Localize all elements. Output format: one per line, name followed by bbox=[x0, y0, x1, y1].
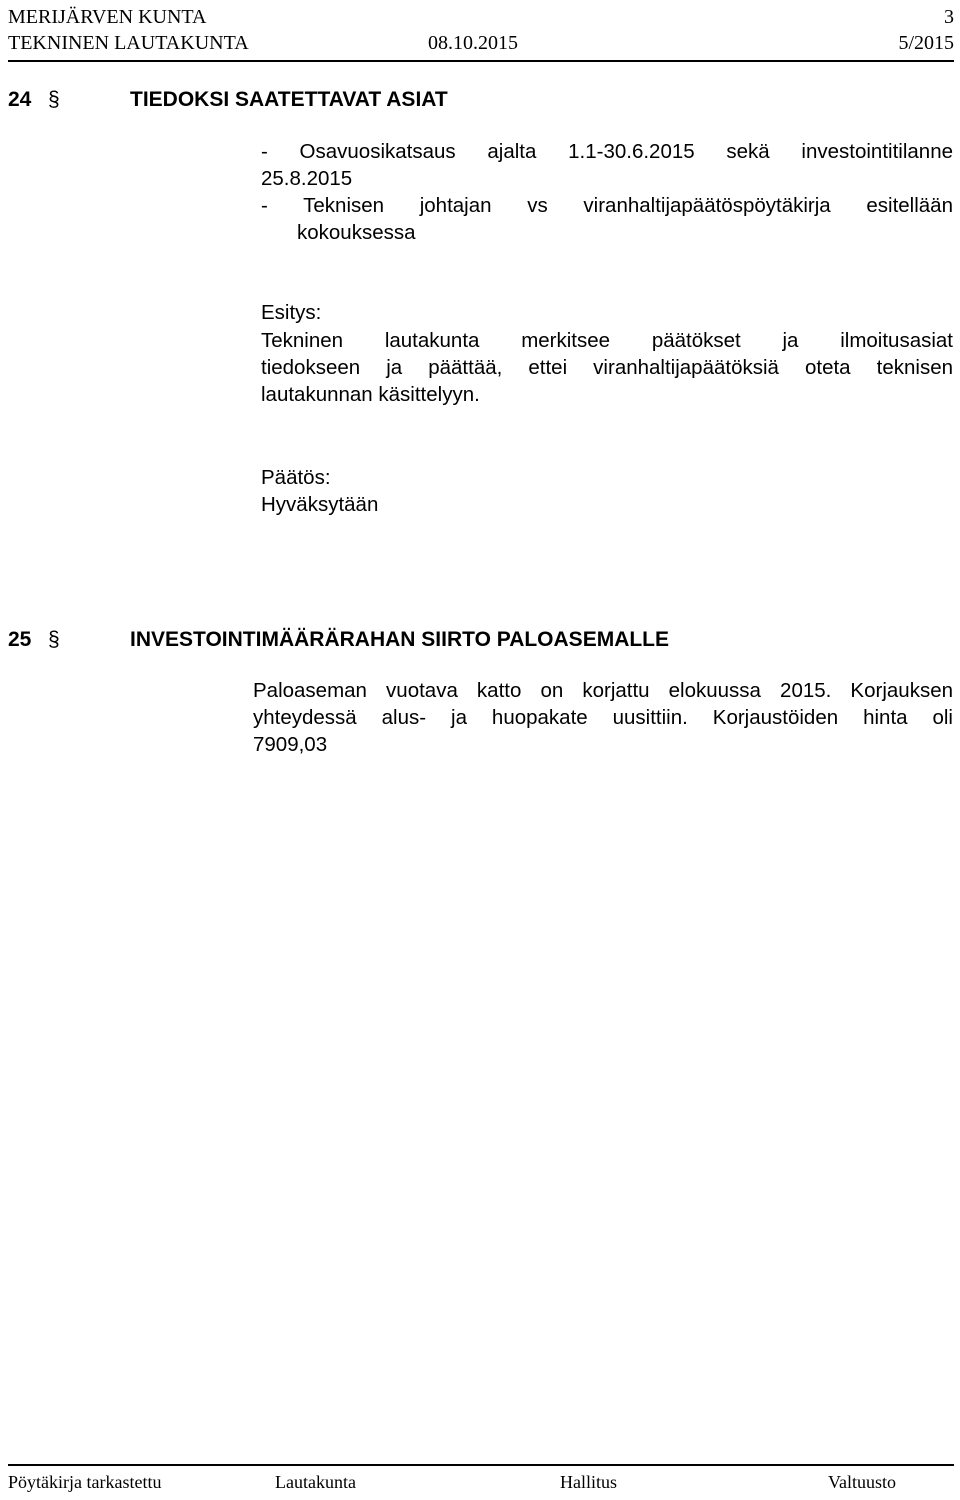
meeting-date: 08.10.2015 bbox=[428, 32, 518, 54]
paragraph-sign: § bbox=[48, 88, 60, 111]
section-24-heading bbox=[8, 85, 948, 115]
notice-item-2-line-2: kokouksessa bbox=[297, 221, 416, 244]
footer-council: Valtuusto bbox=[828, 1472, 897, 1492]
proposal-line-2: tiedokseen ja päättää, ettei viranhaltijapäätöksiä oteta teknisen bbox=[261, 356, 953, 379]
meeting-number: 5/2015 bbox=[898, 32, 954, 54]
board-name: TEKNINEN LAUTAKUNTA bbox=[8, 32, 249, 54]
section-25-heading bbox=[8, 625, 948, 655]
page-number: 3 bbox=[944, 6, 954, 28]
header-row-1 bbox=[8, 4, 954, 30]
municipality-name: MERIJÄRVEN KUNTA bbox=[8, 6, 207, 28]
notice-item-1-line-1: - Osavuosikatsaus ajalta 1.1-30.6.2015 sekä investointitilanne bbox=[261, 140, 953, 163]
decision-text: Hyväksytään bbox=[261, 493, 379, 516]
notice-item-1-line-2: 25.8.2015 bbox=[261, 167, 353, 190]
section-number: 25 bbox=[8, 628, 32, 651]
footer-checked: Pöytäkirja tarkastettu bbox=[8, 1472, 162, 1492]
page-header bbox=[8, 4, 954, 58]
section-title: TIEDOKSI SAATETTAVAT ASIAT bbox=[130, 88, 448, 111]
page-footer bbox=[8, 1464, 954, 1494]
proposal-line-1: Tekninen lautakunta merkitsee päätökset ja ilmoitusasiat bbox=[261, 329, 953, 352]
footer-divider bbox=[8, 1464, 954, 1466]
section-number: 24 bbox=[8, 88, 32, 111]
section-25-line-2: yhteydessä alus- ja huopakate uusittiin. Korjaustöiden hinta oli bbox=[253, 706, 953, 729]
notice-item-2-line-1: - Teknisen johtajan vs viranhaltijapäätöspöytäkirja esitellään bbox=[261, 194, 953, 217]
section-25-line-1: Paloaseman vuotava katto on korjattu elokuussa 2015. Korjauksen bbox=[253, 679, 953, 702]
section-title: INVESTOINTIMÄÄRÄRAHAN SIIRTO PALOASEMALLE bbox=[130, 628, 670, 651]
section-25-line-3: 7909,03 bbox=[253, 733, 328, 756]
header-row-2 bbox=[8, 30, 954, 56]
footer-executive: Hallitus bbox=[560, 1472, 617, 1492]
proposal-label: Esitys: bbox=[261, 301, 322, 324]
footer-board: Lautakunta bbox=[275, 1472, 356, 1492]
header-divider bbox=[8, 60, 954, 62]
proposal-line-3: lautakunnan käsittelyyn. bbox=[261, 383, 480, 406]
paragraph-sign: § bbox=[48, 628, 60, 651]
decision-label: Päätös: bbox=[261, 466, 331, 489]
